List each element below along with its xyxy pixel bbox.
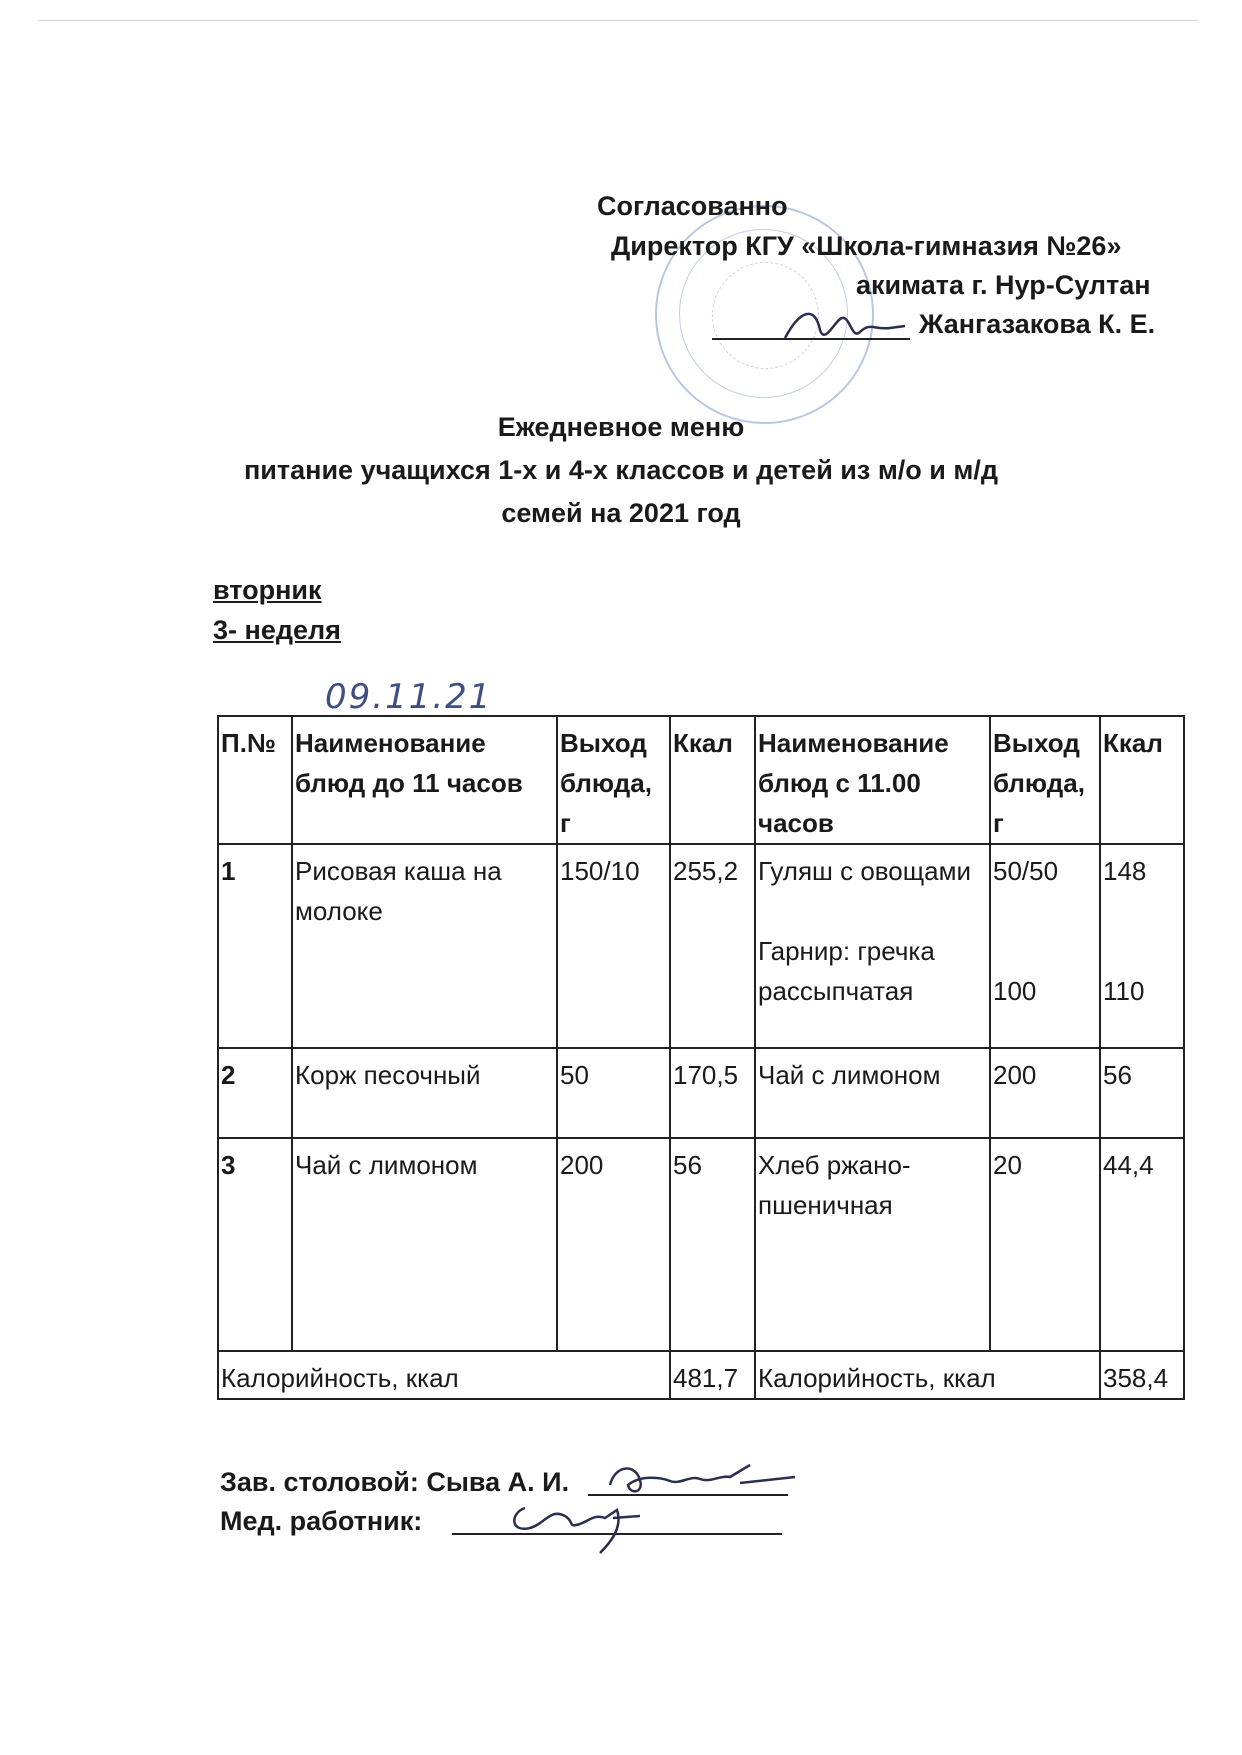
table-header-row	[218, 716, 1184, 844]
document-title-line-2: питание учащихся 1-х и 4-х классов и детей из м/о и м/д	[244, 455, 998, 485]
header-morning-dish: Наименование блюд до 11 часов	[292, 716, 557, 844]
day-dish: Хлеб ржано-пшеничная	[755, 1138, 990, 1351]
total-label-day: Калорийность, ккал	[755, 1351, 1100, 1399]
morning-yield: 150/10	[557, 844, 670, 1048]
week-label: 3- неделя	[213, 615, 341, 645]
header-day-yield: Выход блюда, г	[990, 716, 1100, 844]
scan-border	[38, 20, 1198, 21]
medic-label: Мед. работник:	[220, 1506, 423, 1536]
total-kcal-morning: 481,7	[670, 1351, 755, 1399]
row-number: 3	[218, 1138, 292, 1351]
day-yield: 50/50	[993, 856, 1059, 886]
approval-line-3: акимата г. Нур-Султан	[856, 270, 1151, 300]
day-yield-garnish: 100	[993, 976, 1037, 1006]
day-kcal: 44,4	[1100, 1138, 1184, 1351]
day-dish: Гуляш с овощами	[758, 856, 972, 886]
total-kcal-day: 358,4	[1100, 1351, 1184, 1399]
day-yield: 200	[990, 1048, 1100, 1138]
day-dish-garnish: Гарнир: гречка рассыпчатая	[758, 936, 935, 1006]
weekday-label: вторник	[213, 575, 322, 605]
medic-signature	[505, 1488, 655, 1558]
morning-kcal: 56	[670, 1138, 755, 1351]
menu-table	[217, 715, 1185, 1400]
row-number: 1	[218, 844, 292, 1048]
table-row	[218, 844, 1184, 1048]
day-yield-cell	[990, 844, 1100, 1048]
total-label-morning: Калорийность, ккал	[218, 1351, 670, 1399]
morning-yield: 200	[557, 1138, 670, 1351]
day-dish-cell	[755, 844, 990, 1048]
morning-dish: Корж песочный	[292, 1048, 557, 1138]
morning-kcal: 255,2	[670, 844, 755, 1048]
signer-name: Жангазакова К. Е.	[919, 309, 1156, 339]
day-kcal-cell	[1100, 844, 1184, 1048]
header-morning-kcal: Ккал	[670, 716, 755, 844]
row-number: 2	[218, 1048, 292, 1138]
day-kcal: 148	[1103, 856, 1147, 886]
table-total-row	[218, 1351, 1184, 1399]
approval-line-2: Директор КГУ «Школа-гимназия №26»	[611, 231, 1122, 261]
morning-kcal: 170,5	[670, 1048, 755, 1138]
header-day-dish: Наименование блюд с 11.00 часов	[755, 716, 990, 844]
morning-dish: Рисовая каша на молоке	[292, 844, 557, 1048]
morning-yield: 50	[557, 1048, 670, 1138]
table-row	[218, 1048, 1184, 1138]
header-day-kcal: Ккал	[1100, 716, 1184, 844]
document-title-line-1: Ежедневное меню	[497, 412, 745, 442]
table-row	[218, 1138, 1184, 1351]
day-kcal: 56	[1100, 1048, 1184, 1138]
header-morning-yield: Выход блюда, г	[557, 716, 670, 844]
canteen-head-label: Зав. столовой: Сыва А. И.	[220, 1467, 570, 1497]
day-dish: Чай с лимоном	[755, 1048, 990, 1138]
approval-line-1: Согласованно	[597, 191, 788, 221]
day-yield: 20	[990, 1138, 1100, 1351]
handwritten-date: 09.11.21	[325, 677, 493, 717]
header-number: П.№	[218, 716, 292, 844]
director-signature	[780, 300, 910, 350]
morning-dish: Чай с лимоном	[292, 1138, 557, 1351]
day-kcal-garnish: 110	[1103, 976, 1145, 1006]
document-title-line-3: семей на 2021 год	[501, 498, 741, 528]
